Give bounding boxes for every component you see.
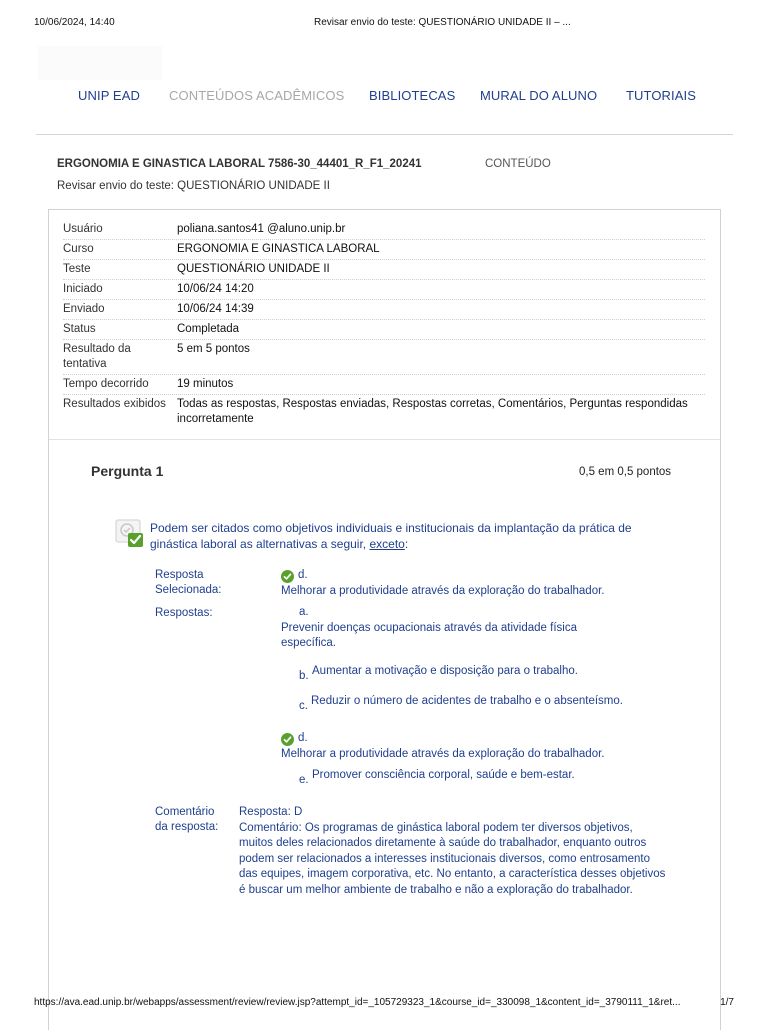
question-text-main: Podem ser citados como objetivos individuais e institucionais da implantação da prática de ginástica laboral as alternativas a seguir, <box>150 521 632 551</box>
summary-key: Iniciado <box>63 283 103 295</box>
print-page-number: 1/7 <box>720 997 734 1008</box>
attempt-summary <box>49 210 720 440</box>
answer-text-e: Promover consciência corporal, saúde e bem-estar. <box>312 769 575 781</box>
summary-value: 10/06/24 14:20 <box>177 283 254 295</box>
selected-answer-letter: d. <box>298 569 308 581</box>
course-title[interactable]: ERGONOMIA E GINASTICA LABORAL 7586-30_44401_R_F1_20241 <box>57 158 422 170</box>
summary-key: Curso <box>63 243 94 255</box>
summary-row-iniciado <box>63 280 705 300</box>
top-navigation <box>0 88 768 108</box>
comment-text: Comentário: Os programas de ginástica laboral podem ter diversos objetivos, muitos deles relacionados diretamente à saúde do trabalhador, enquanto outros podem ser relacionados a interesses institucionais diversos, como entrosamento das equipes, imagem corporativa, etc. No entanto, a característica desses objetivos é buscar um melhor ambiente de trabalho e não a exploração do trabalhador. <box>239 821 666 896</box>
question-correct-icon <box>115 519 145 549</box>
site-logo[interactable] <box>38 46 162 80</box>
summary-row-teste <box>63 260 705 280</box>
breadcrumb: Revisar envio do teste: QUESTIONÁRIO UNIDADE II <box>57 180 330 192</box>
answer-comment <box>239 805 669 898</box>
check-circle-icon <box>281 733 294 746</box>
summary-value: ERGONOMIA E GINASTICA LABORAL <box>177 243 380 255</box>
summary-value: Todas as respostas, Respostas enviadas, Respostas corretas, Comentários, Perguntas respondidas incorretamente <box>177 398 688 425</box>
comment-label: Comentário da resposta: <box>155 806 219 833</box>
answer-letter-d: d. <box>298 732 308 744</box>
summary-value: QUESTIONÁRIO UNIDADE II <box>177 263 330 275</box>
selected-answer-text: Melhorar a produtividade através da exploração do trabalhador. <box>281 585 605 597</box>
selected-answer-label: Resposta Selecionada: <box>155 569 222 596</box>
print-page-title: Revisar envio do teste: QUESTIONÁRIO UNIDADE II – ... <box>314 17 571 28</box>
question-points: 0,5 em 0,5 pontos <box>579 466 672 478</box>
summary-row-resultado <box>63 340 705 375</box>
summary-row-status <box>63 320 705 340</box>
answer-text-d: Melhorar a produtividade através da exploração do trabalhador. <box>281 748 605 760</box>
summary-row-usuario <box>63 220 705 240</box>
summary-key: Tempo decorrido <box>63 378 149 390</box>
answer-letter-e: e. <box>299 774 309 786</box>
question-text <box>150 520 670 552</box>
nav-mural-do-aluno[interactable]: MURAL DO ALUNO <box>480 88 598 103</box>
question-block <box>49 440 720 1030</box>
summary-row-enviado <box>63 300 705 320</box>
summary-row-curso <box>63 240 705 260</box>
answer-letter-b: b. <box>299 670 309 682</box>
question-title: Pergunta 1 <box>91 463 164 479</box>
answer-letter-a: a. <box>299 606 309 618</box>
answer-letter-c: c. <box>299 700 308 712</box>
print-datetime: 10/06/2024, 14:40 <box>34 17 115 28</box>
answer-text-b: Aumentar a motivação e disposição para o trabalho. <box>312 665 578 677</box>
summary-key: Teste <box>63 263 91 275</box>
summary-value: poliana.santos41 @aluno.unip.br <box>177 223 346 235</box>
summary-value: 5 em 5 pontos <box>177 343 250 355</box>
summary-value: 10/06/24 14:39 <box>177 303 254 315</box>
comment-answer: Resposta: D <box>239 806 303 818</box>
nav-conteudos-academicos[interactable]: CONTEÚDOS ACADÊMICOS <box>169 88 345 103</box>
summary-row-resultados-exibidos <box>63 395 705 429</box>
review-panel <box>48 209 721 1030</box>
question-text-emphasis: exceto <box>369 537 405 551</box>
summary-value: Completada <box>177 323 240 335</box>
summary-key: Resultados exibidos <box>63 398 166 410</box>
answers-label: Respostas: <box>155 607 213 619</box>
answer-text-c: Reduzir o número de acidentes de trabalho e o absenteísmo. <box>311 695 623 707</box>
summary-key: Enviado <box>63 303 105 315</box>
summary-key: Usuário <box>63 223 103 235</box>
summary-row-tempo <box>63 375 705 395</box>
question-text-end: : <box>404 537 409 551</box>
check-circle-icon <box>281 570 294 583</box>
summary-value: 19 minutos <box>177 378 234 390</box>
course-content-link[interactable]: CONTEÚDO <box>485 158 551 170</box>
nav-divider <box>36 134 733 135</box>
summary-key: Status <box>63 323 96 335</box>
nav-bibliotecas[interactable]: BIBLIOTECAS <box>369 88 456 103</box>
summary-key: Resultado da tentativa <box>63 343 131 370</box>
nav-tutoriais[interactable]: TUTORIAIS <box>626 88 697 103</box>
print-url: https://ava.ead.unip.br/webapps/assessment/review/review.jsp?attempt_id=_105729323_1&course_id=_330098_1&content_id=_3790111_1&ret... <box>34 997 681 1008</box>
answer-text-a: Prevenir doenças ocupacionais através da atividade física específica. <box>281 622 577 649</box>
nav-unip-ead[interactable]: UNIP EAD <box>78 88 140 103</box>
